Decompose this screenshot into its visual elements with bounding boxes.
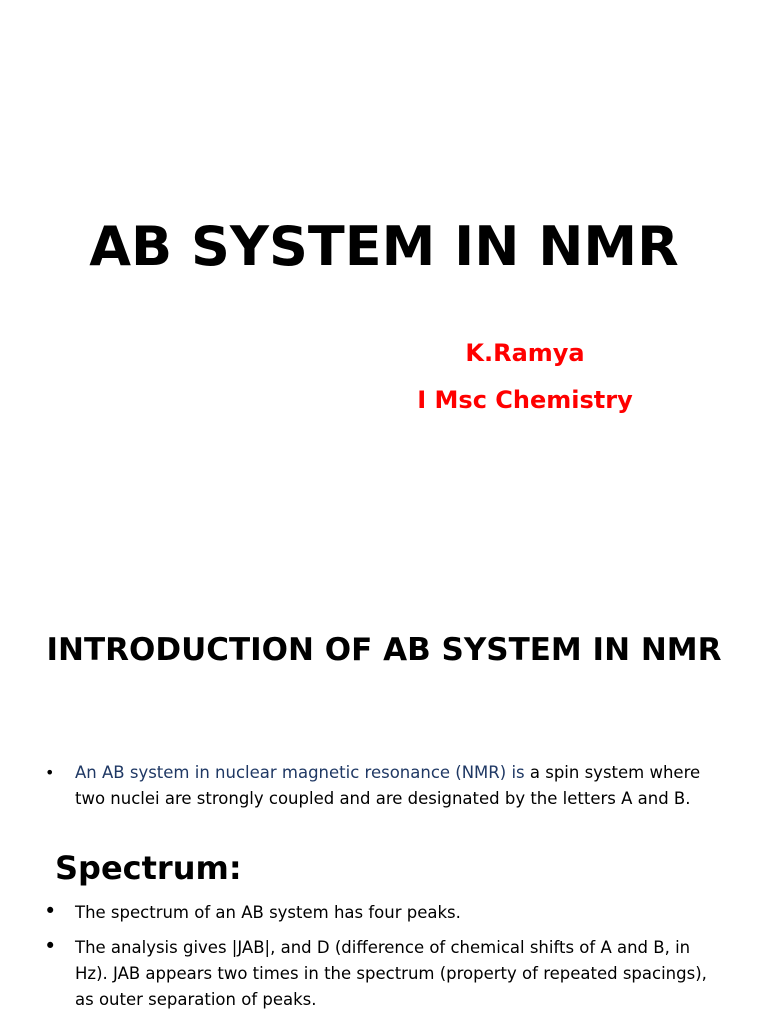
introduction-slide <box>0 600 768 1024</box>
introduction-heading: INTRODUCTION OF AB SYSTEM IN NMR <box>46 632 722 668</box>
author-name: K.Ramya <box>465 339 585 367</box>
bullet-dot-icon: • <box>45 763 55 782</box>
author-course: I Msc Chemistry <box>417 386 633 414</box>
spectrum-point: The spectrum of an AB system has four peaks. <box>75 903 461 922</box>
bullet-dot-icon: • <box>44 934 57 958</box>
intro-rest-text: a spin system where two nuclei are strongly coupled and are designated by the letters A and B. <box>75 763 701 808</box>
presentation-title: AB SYSTEM IN NMR <box>89 215 679 278</box>
intro-highlight-text: An AB system in nuclear magnetic resonance (NMR) is <box>75 763 525 782</box>
spectrum-heading: Spectrum: <box>55 849 242 887</box>
spectrum-point: The analysis gives |JAB|, and D (difference of chemical shifts of A and B, in Hz). JAB appears two times in the spectrum (property of repeated spacings), as outer separation of peaks. <box>75 938 707 1009</box>
bullet-dot-icon: • <box>44 899 57 923</box>
intro-paragraph <box>75 760 725 812</box>
